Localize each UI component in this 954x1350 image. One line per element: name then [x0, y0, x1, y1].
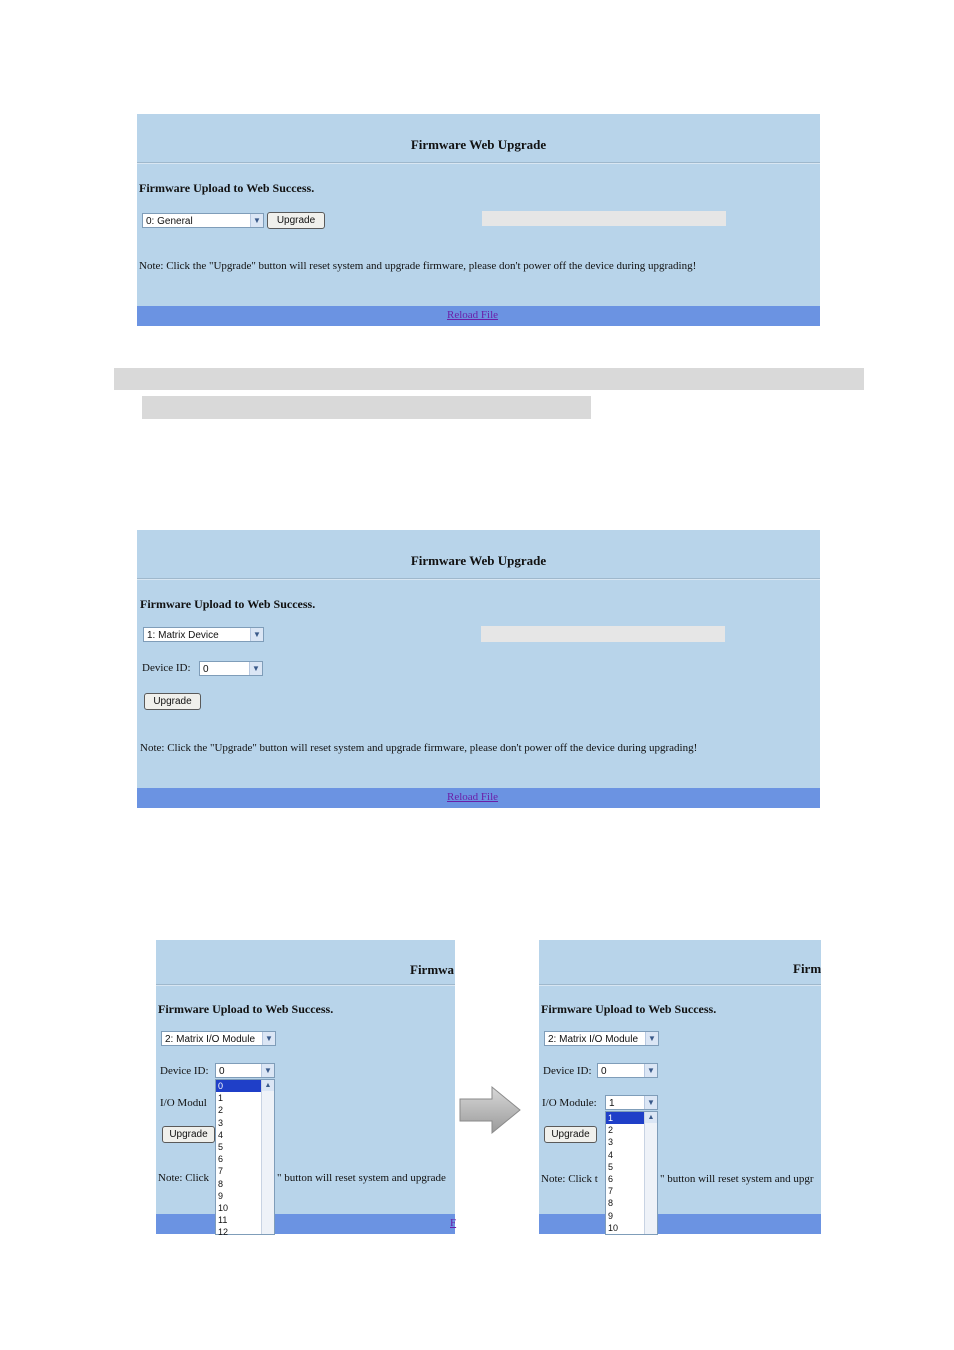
dropdown-option[interactable]: 0	[216, 1080, 274, 1092]
dropdown-option[interactable]: 6	[608, 1173, 614, 1184]
upgrade-button[interactable]: Upgrade	[544, 1126, 597, 1143]
page-title: Firm	[793, 961, 822, 976]
device-type-select[interactable]	[142, 213, 264, 228]
note-right: " button will reset system and upgrade	[277, 1172, 446, 1184]
device-type-select[interactable]	[143, 627, 264, 642]
chevron-down-icon[interactable]: ▼	[262, 1032, 275, 1045]
device-type-select-value: 0: General	[146, 216, 193, 227]
right-arrow-icon	[458, 1085, 524, 1135]
dropdown-option[interactable]: 5	[218, 1141, 224, 1152]
divider	[137, 578, 820, 580]
firmware-panel-matrix-device	[137, 530, 820, 808]
dropdown-option[interactable]: 4	[218, 1129, 224, 1140]
dropdown-option[interactable]: 12	[218, 1227, 229, 1238]
chevron-down-icon[interactable]: ▼	[644, 1064, 657, 1077]
dropdown-option[interactable]: 5	[608, 1161, 614, 1172]
device-type-select-value: 2: Matrix I/O Module	[548, 1034, 639, 1045]
dropdown-option[interactable]: 11	[218, 1215, 228, 1226]
io-module-value: 1	[609, 1098, 615, 1109]
chevron-down-icon[interactable]: ▼	[645, 1032, 658, 1045]
device-type-select-value: 1: Matrix Device	[147, 630, 219, 641]
note-left: Note: Click	[158, 1172, 210, 1184]
upgrade-note: Note: Click the "Upgrade" button will reset system and upgrade firmware, please don't power off the device during upgrading!	[140, 742, 698, 754]
dropdown-option[interactable]: 2	[218, 1105, 224, 1116]
dropdown-option[interactable]: 8	[608, 1198, 614, 1209]
device-id-label: Device ID:	[543, 1065, 592, 1077]
dropdown-option[interactable]: 3	[218, 1117, 224, 1128]
device-id-label: Device ID:	[142, 662, 191, 674]
device-id-value: 0	[219, 1066, 225, 1077]
firmware-panel-io-device-id	[156, 940, 457, 1238]
dropdown-option[interactable]: 10	[218, 1202, 229, 1213]
chevron-down-icon[interactable]: ▼	[261, 1064, 274, 1077]
progress-bar	[482, 211, 726, 226]
chevron-down-icon[interactable]: ▼	[249, 662, 262, 675]
upgrade-button[interactable]: Upgrade	[162, 1126, 215, 1143]
divider	[156, 984, 455, 986]
upload-status-heading: Firmware Upload to Web Success.	[158, 1002, 334, 1016]
upgrade-note: Note: Click the "Upgrade" button will reset system and upgrade firmware, please don't power off the device during upgrading!	[139, 260, 697, 272]
divider	[539, 984, 821, 986]
io-module-select[interactable]	[605, 1095, 658, 1110]
chevron-up-icon[interactable]: ▲	[645, 1112, 657, 1123]
chevron-down-icon[interactable]: ▼	[644, 1096, 657, 1109]
footer-bar	[156, 1214, 455, 1234]
dropdown-option[interactable]: 8	[218, 1178, 224, 1189]
device-id-label: Device ID:	[160, 1065, 209, 1077]
dropdown-option[interactable]: 9	[218, 1190, 224, 1201]
dropdown-option[interactable]: 2	[608, 1125, 614, 1136]
dropdown-option[interactable]: 1	[606, 1112, 657, 1124]
io-module-label: I/O Modul	[160, 1097, 207, 1109]
dropdown-option[interactable]: 7	[608, 1186, 614, 1197]
device-type-select-value: 2: Matrix I/O Module	[165, 1034, 256, 1045]
chevron-up-icon[interactable]: ▲	[262, 1080, 274, 1091]
firmware-panel-io-module	[539, 940, 821, 1234]
upload-status-heading: Firmware Upload to Web Success.	[541, 1002, 717, 1016]
reload-file-link[interactable]: F	[450, 1217, 457, 1229]
footer-bar	[137, 788, 820, 808]
dropdown-option[interactable]: 10	[608, 1222, 619, 1233]
upgrade-button[interactable]: Upgrade	[144, 693, 201, 710]
dropdown-option[interactable]: 4	[608, 1149, 614, 1160]
redacted-text-line-1	[114, 368, 864, 390]
chevron-down-icon[interactable]: ▼	[250, 628, 263, 641]
divider	[137, 162, 820, 164]
page-title: Firmwa	[410, 962, 455, 977]
firmware-panel-general	[137, 114, 820, 326]
progress-bar	[481, 626, 725, 642]
upgrade-button[interactable]: Upgrade	[267, 212, 325, 229]
page-title: Firmware Web Upgrade	[410, 137, 547, 152]
device-id-select[interactable]	[597, 1063, 658, 1078]
chevron-down-icon[interactable]: ▼	[250, 214, 263, 227]
io-module-dropdown-list[interactable]	[605, 1111, 658, 1235]
device-id-value: 0	[601, 1066, 607, 1077]
dropdown-option[interactable]: 7	[218, 1166, 224, 1177]
dropdown-option[interactable]: 6	[218, 1154, 224, 1165]
device-id-dropdown-list[interactable]	[215, 1079, 275, 1238]
device-id-select[interactable]	[199, 661, 263, 676]
page-title: Firmware Web Upgrade	[410, 553, 547, 568]
note-right: " button will reset system and upgr	[660, 1173, 814, 1185]
device-type-select[interactable]	[544, 1031, 659, 1046]
reload-file-link[interactable]: Reload File	[447, 309, 499, 321]
upload-status-heading: Firmware Upload to Web Success.	[139, 181, 315, 195]
dropdown-option[interactable]: 3	[608, 1137, 614, 1148]
device-id-select[interactable]	[215, 1063, 275, 1078]
reload-file-link[interactable]: Reload File	[447, 791, 499, 803]
footer-bar	[539, 1214, 821, 1234]
upload-status-heading: Firmware Upload to Web Success.	[140, 597, 316, 611]
footer-bar	[137, 306, 820, 326]
io-module-label: I/O Module:	[542, 1097, 597, 1109]
dropdown-option[interactable]: 1	[218, 1093, 224, 1104]
device-type-select[interactable]	[161, 1031, 276, 1046]
scrollbar[interactable]	[644, 1112, 657, 1234]
scrollbar[interactable]	[261, 1080, 274, 1234]
device-id-value: 0	[203, 664, 209, 675]
redacted-text-line-2	[142, 396, 591, 419]
dropdown-option[interactable]: 9	[608, 1210, 614, 1221]
note-left: Note: Click t	[541, 1173, 598, 1185]
